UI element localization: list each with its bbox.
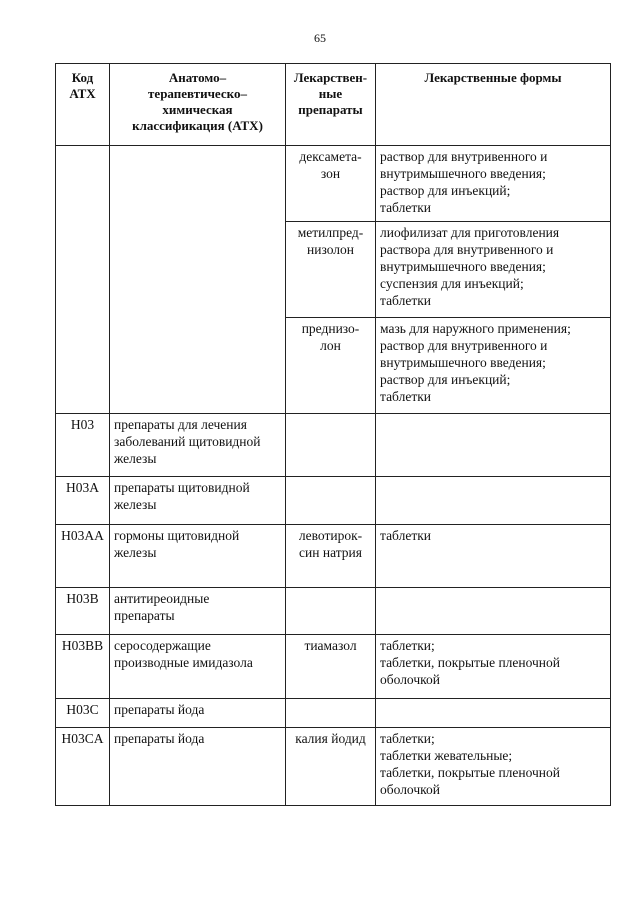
table-row <box>56 477 611 525</box>
drug-cell: метилпред- низолон <box>286 222 376 318</box>
code-cell: H03B <box>56 588 110 635</box>
forms-cell <box>376 414 611 477</box>
forms-cell: таблетки; таблетки, покрытые пленочной оболочкой <box>376 635 611 699</box>
code-cell: H03A <box>56 477 110 525</box>
forms-cell <box>376 699 611 728</box>
drug-cell <box>286 477 376 525</box>
drug-cell: левотирок- син натрия <box>286 525 376 588</box>
code-cell: H03BB <box>56 635 110 699</box>
header-code: Код АТХ <box>56 64 110 146</box>
page-number: 65 <box>314 31 326 45</box>
table-row <box>56 146 611 222</box>
drug-cell <box>286 588 376 635</box>
table-row <box>56 414 611 477</box>
classification-cell: препараты щитовидной железы <box>110 477 286 525</box>
table-header-row <box>56 64 611 146</box>
code-cell <box>56 146 110 414</box>
classification-cell: препараты йода <box>110 699 286 728</box>
header-forms: Лекарственные формы <box>376 64 611 146</box>
drug-cell <box>286 414 376 477</box>
code-cell: H03CA <box>56 728 110 806</box>
table-row <box>56 525 611 588</box>
code-cell: H03 <box>56 414 110 477</box>
classification-cell: антитиреоидные препараты <box>110 588 286 635</box>
drug-cell: преднизо- лон <box>286 318 376 414</box>
drug-cell: дексамета- зон <box>286 146 376 222</box>
forms-cell: таблетки; таблетки жевательные; таблетки, покрытые пленочной оболочкой <box>376 728 611 806</box>
header-classification: Анатомо– терапевтическо– химическая классификация (АТХ) <box>110 64 286 146</box>
header-drugs: Лекарствен- ные препараты <box>286 64 376 146</box>
table-row <box>56 699 611 728</box>
forms-cell: лиофилизат для приготовления раствора для внутривенного и внутримышечного введения; суспензия для инъекций; таблетки <box>376 222 611 318</box>
classification-cell: препараты для лечения заболеваний щитовидной железы <box>110 414 286 477</box>
drug-cell: тиамазол <box>286 635 376 699</box>
code-cell: H03C <box>56 699 110 728</box>
classification-cell <box>110 146 286 414</box>
code-cell: H03AA <box>56 525 110 588</box>
forms-cell <box>376 477 611 525</box>
classification-cell: препараты йода <box>110 728 286 806</box>
drug-cell <box>286 699 376 728</box>
forms-cell: таблетки <box>376 525 611 588</box>
drug-cell: калия йодид <box>286 728 376 806</box>
table-row <box>56 635 611 699</box>
forms-cell: мазь для наружного применения; раствор для внутривенного и внутримышечного введения; раствор для инъекций; таблетки <box>376 318 611 414</box>
classification-cell: гормоны щитовидной железы <box>110 525 286 588</box>
atx-table <box>55 63 611 806</box>
table-row <box>56 728 611 806</box>
table-row <box>56 588 611 635</box>
forms-cell <box>376 588 611 635</box>
classification-cell: серосодержащие производные имидазола <box>110 635 286 699</box>
forms-cell: раствор для внутривенного и внутримышечного введения; раствор для инъекций; таблетки <box>376 146 611 222</box>
